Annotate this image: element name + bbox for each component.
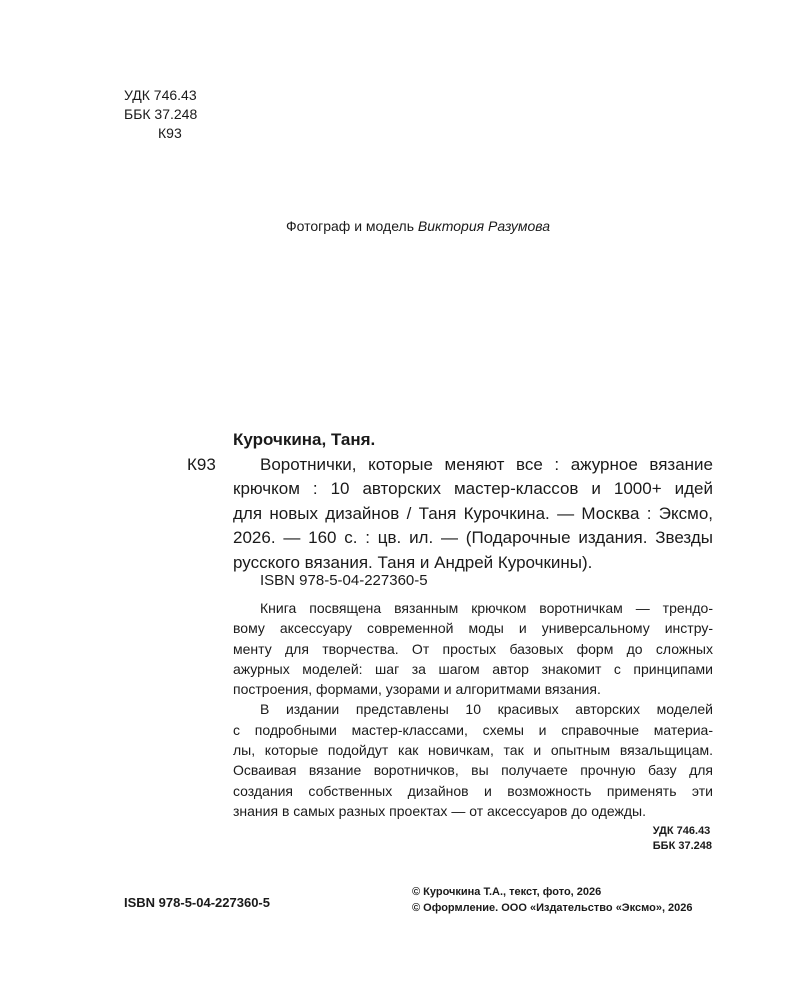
annotation-line: В издании представлены 10 красивых авторских моделей xyxy=(260,701,713,718)
annotation-line: Осваивая вязание воротничков, вы получаете прочную базу для xyxy=(233,762,713,779)
udk-code: УДК 746.43 xyxy=(124,87,197,103)
author-heading: Курочкина, Таня. xyxy=(233,430,376,449)
biblio-line: Воротнички, которые меняют все : ажурное вязание xyxy=(260,455,713,474)
biblio-line: 2026. — 160 с. : цв. ил. — (Подарочные издания. Звезды xyxy=(233,528,713,548)
isbn-bottom: ISBN 978-5-04-227360-5 xyxy=(124,895,270,910)
bbk-code-bottom: ББК 37.248 xyxy=(652,840,712,852)
photo-credit-name: Виктория Разумова xyxy=(417,218,551,234)
annotation-line: Книга посвящена вязанным крючком воротничкам — трендо- xyxy=(260,600,713,616)
isbn-main: ISBN 978-5-04-227360-5 xyxy=(260,572,428,589)
classification-codes-top xyxy=(124,86,197,143)
bibliographic-description xyxy=(233,453,713,575)
side-author-mark: К93 xyxy=(187,455,216,474)
photo-credit xyxy=(0,216,800,236)
biblio-line: русского вязания. Таня и Андрей Курочкины). xyxy=(233,552,593,572)
photo-credit-prefix: Фотограф и модель xyxy=(285,218,418,234)
biblio-line: для новых дизайнов / Таня Курочкина. — Москва : Эксмо, xyxy=(233,503,713,523)
copyright-design: © Оформление. ООО «Издательство «Эксмо», 2026 xyxy=(412,902,693,914)
author-mark: К93 xyxy=(158,125,182,141)
annotation-line: создания собственных дизайнов и возможность применять эти xyxy=(233,782,713,799)
annotation-line: менту для творчества. От простых базовых форм до сложных xyxy=(233,640,713,657)
annotation-line: с подробными мастер-классами, схемы и справочные материа- xyxy=(233,721,713,738)
annotation-line: вому аксессуару современной моды и универсальному инстру- xyxy=(233,620,713,637)
annotation-line: лы, которые подойдут как новичкам, так и опытным вязальщицам. xyxy=(233,742,713,759)
classification-codes-bottom xyxy=(653,824,712,854)
annotation-line: ажурных моделей: шаг за шагом автор знакомит с принципами xyxy=(233,660,713,677)
copyright-block xyxy=(412,884,693,916)
bbk-code: ББК 37.248 xyxy=(124,106,198,122)
annotation-line: построения, формами, узорами и алгоритмами вязания. xyxy=(233,681,601,698)
annotation-line: знания в самых разных проектах — от аксессуаров до одежды. xyxy=(233,802,646,819)
biblio-line: крючком : 10 авторских мастер-классов и 1000+ идей xyxy=(233,479,713,499)
udk-code-bottom: УДК 746.43 xyxy=(652,825,711,837)
copyright-author: © Курочкина Т.А., текст, фото, 2026 xyxy=(412,886,602,898)
annotation xyxy=(233,598,713,821)
